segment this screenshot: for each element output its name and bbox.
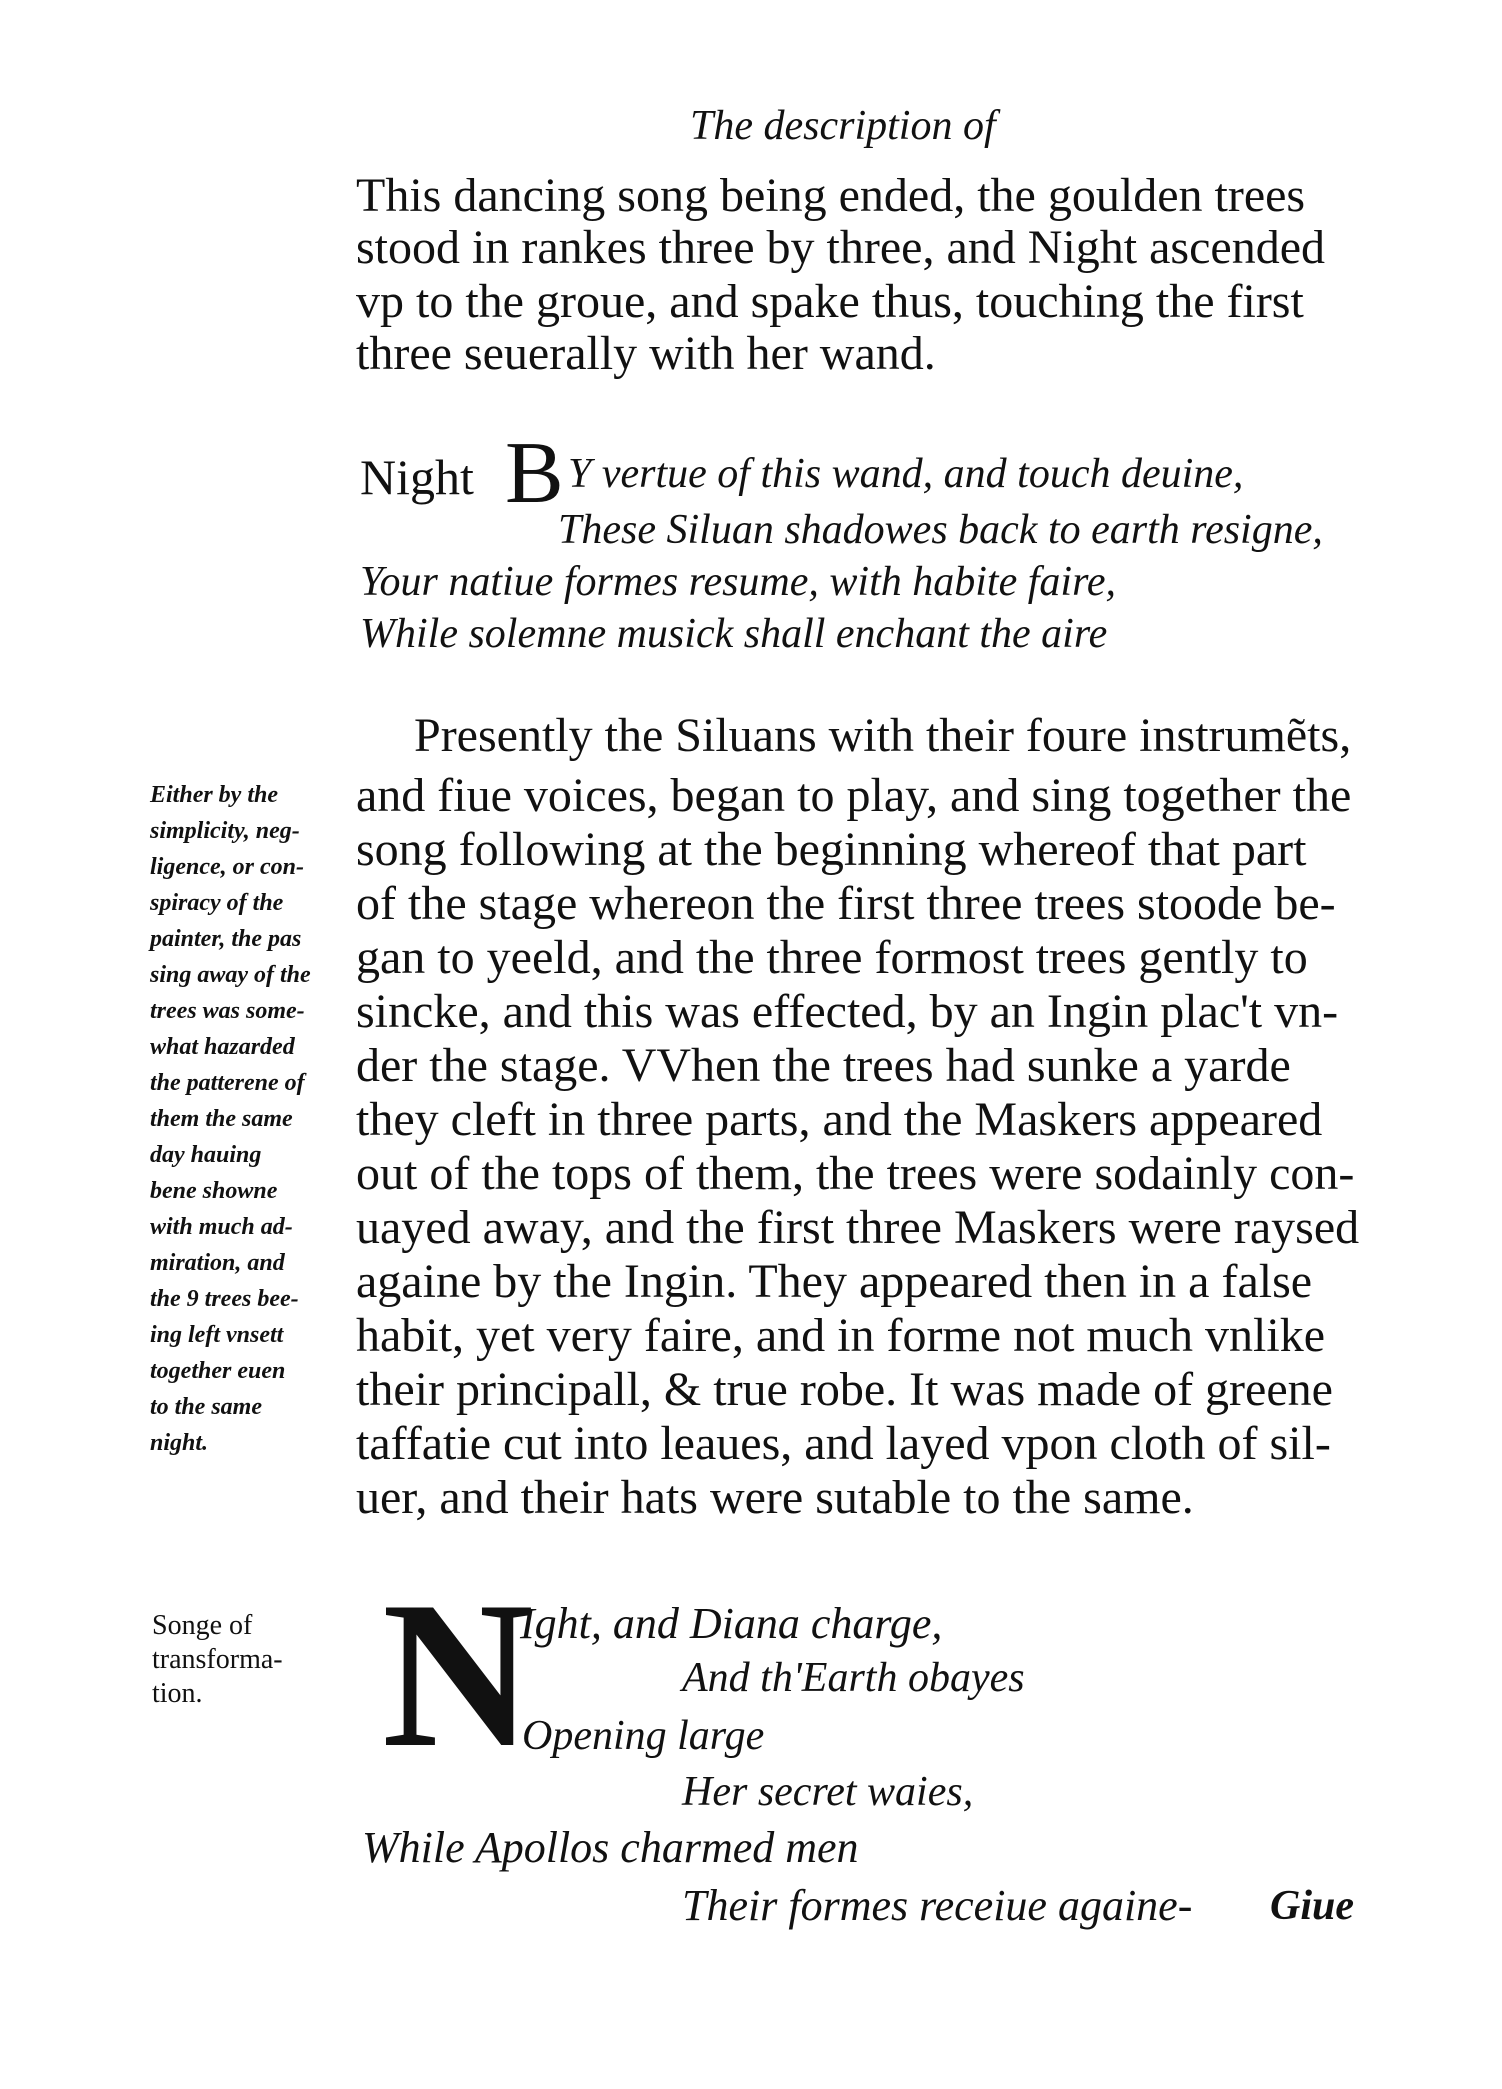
- margin-note-line: ing left vnsett: [150, 1322, 284, 1348]
- margin-note-line: what hazarded: [150, 1034, 295, 1060]
- margin-note-line: bene showne: [150, 1178, 278, 1204]
- song-line: Opening large: [522, 1713, 765, 1759]
- margin-note-line: to the same: [150, 1394, 262, 1420]
- text-line: of the stage whereon the first three trees stoode be-: [356, 877, 1336, 930]
- text-line: Presently the Siluans with their foure instrumẽts,: [414, 709, 1352, 762]
- text-line: gan to yeeld, and the three formost trees gently to: [356, 931, 1308, 984]
- text-line: song following at the beginning whereof that part: [356, 823, 1307, 876]
- running-head: The description of: [690, 103, 996, 149]
- text-line: and fiue voices, began to play, and sing together the: [356, 769, 1352, 822]
- text-line: taffatie cut into leaues, and layed vpon cloth of sil-: [356, 1417, 1331, 1470]
- drop-cap-n: N: [382, 1559, 534, 1791]
- song-line: While Apollos charmed men: [362, 1823, 859, 1872]
- margin-note-line: spiracy of the: [150, 890, 284, 916]
- song-line: Their formes receiue againe-: [682, 1881, 1193, 1930]
- text-line: This dancing song being ended, the goulden trees: [356, 169, 1306, 222]
- verse-line: Your natiue formes resume, with habite faire,: [360, 559, 1116, 605]
- text-line: three seuerally with her wand.: [356, 327, 936, 380]
- text-line: vp to the groue, and spake thus, touching the first: [356, 275, 1304, 328]
- margin-note-line: with much ad-: [150, 1214, 293, 1240]
- margin-note-line: ligence, or con-: [150, 854, 304, 880]
- verse-line: These Siluan shadowes back to earth resigne,: [558, 507, 1323, 553]
- margin-note-line: night.: [150, 1430, 209, 1456]
- margin-note-line: trees was some-: [150, 998, 305, 1024]
- margin-note-line: them the same: [150, 1106, 293, 1132]
- text-line: stood in rankes three by three, and Night ascended: [356, 221, 1326, 274]
- side-label-line: Songe of: [152, 1610, 253, 1641]
- margin-note-line: the 9 trees bee-: [150, 1286, 299, 1312]
- text-line: out of the tops of them, the trees were sodainly con-: [356, 1147, 1355, 1200]
- margin-note-line: sing away of the: [150, 962, 311, 988]
- side-label-line: tion.: [152, 1678, 203, 1709]
- margin-note-line: painter, the pas: [150, 926, 302, 952]
- verse-line: While solemne musick shall enchant the aire: [360, 611, 1108, 657]
- text-line: uer, and their hats were sutable to the same.: [356, 1471, 1194, 1524]
- text-line: againe by the Ingin. They appeared then in a false: [356, 1255, 1313, 1308]
- text-line: habit, yet very faire, and in forme not much vnlike: [356, 1309, 1326, 1362]
- margin-note-line: Either by the: [150, 782, 279, 808]
- text-line: sincke, and this was effected, by an Ingin plac't vn-: [356, 985, 1339, 1038]
- margin-note-line: the patterene of: [150, 1070, 305, 1096]
- side-label-line: transforma-: [152, 1644, 283, 1675]
- song-line: Her secret waies,: [682, 1769, 974, 1815]
- margin-note-line: simplicity, neg-: [150, 818, 300, 844]
- text-line: their principall, & true robe. It was made of greene: [356, 1363, 1333, 1416]
- margin-note-line: together euen: [150, 1358, 286, 1384]
- text-line: uayed away, and the first three Maskers were raysed: [356, 1201, 1360, 1254]
- drop-cap-b: B: [505, 425, 564, 522]
- text-line: they cleft in three parts, and the Maskers appeared: [356, 1093, 1323, 1146]
- song-line: And th'Earth obayes: [682, 1655, 1025, 1701]
- song-line: Ight, and Diana charge,: [520, 1599, 943, 1648]
- verse-line: Y vertue of this wand, and touch deuine,: [568, 451, 1244, 497]
- text-line: der the stage. VVhen the trees had sunke a yarde: [356, 1039, 1291, 1092]
- margin-note-line: miration, and: [150, 1250, 285, 1276]
- catchword: Giue: [1270, 1883, 1354, 1929]
- speaker-name: Night: [360, 449, 474, 505]
- margin-note-line: day hauing: [150, 1142, 262, 1168]
